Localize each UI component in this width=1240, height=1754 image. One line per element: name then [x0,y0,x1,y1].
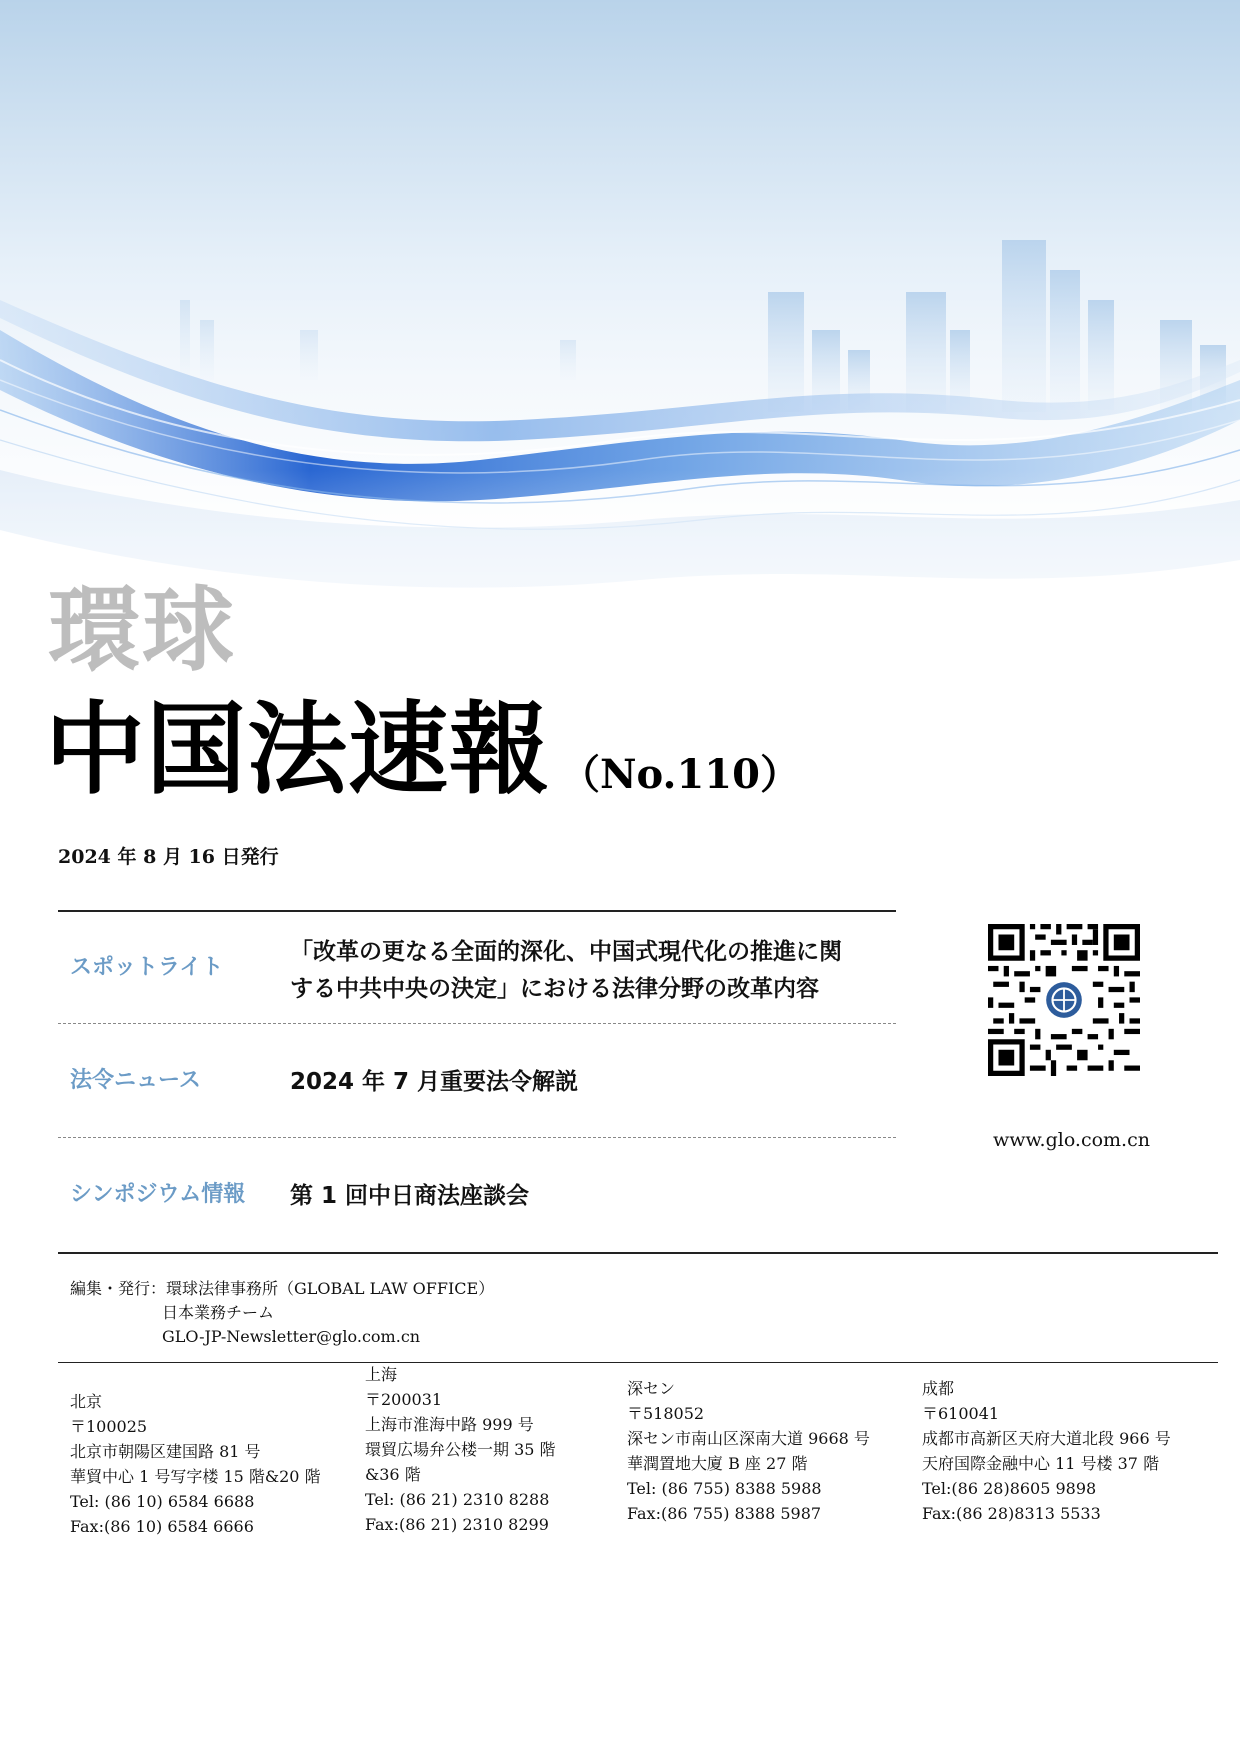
contents-top-rule [58,910,896,912]
editor-info [70,1277,494,1349]
issue-number: （No.110） [560,751,800,798]
office-postal: 〒518052 [627,1404,705,1423]
editor-email[interactable]: GLO-JP-Newsletter@glo.com.cn [162,1327,421,1346]
brand-name: 環球 [48,577,237,684]
office-tel: Tel: (86 10) 6584 6688 [70,1492,255,1511]
contents-divider [58,1137,896,1138]
section-label-spotlight: スポットライト [70,955,224,980]
symposium-line-1: 第 1 回中日商法座談会 [290,1183,530,1209]
offices-top-rule [58,1362,1218,1363]
office-beijing [70,1389,321,1539]
issue-date: 2024 年 8 月 16 日発行 [58,846,279,868]
qr-code-icon[interactable] [988,924,1140,1076]
editor-line-2: 日本業務チーム [162,1303,275,1322]
office-fax: Fax:(86 10) 6584 6666 [70,1517,254,1536]
contents-bottom-rule [58,1252,1218,1254]
office-address-line: &36 階 [365,1465,421,1484]
section-text-law-news[interactable] [290,1064,578,1101]
contents-divider [58,1023,896,1024]
editor-label: 編集・発行： [70,1279,167,1298]
office-fax: Fax:(86 755) 8388 5987 [627,1504,822,1523]
law-news-line-1: 2024 年 7 月重要法令解説 [290,1069,579,1095]
office-postal: 〒100025 [70,1417,148,1436]
editor-line-1: 環球法律事務所（GLOBAL LAW OFFICE） [166,1279,495,1298]
section-label-law-news: 法令ニュース [70,1068,201,1093]
website-url[interactable]: www.glo.com.cn [993,1129,1150,1151]
office-shanghai [365,1362,556,1537]
section-text-symposium[interactable] [290,1178,529,1215]
office-tel: Tel: (86 755) 8388 5988 [627,1479,822,1498]
office-address-line: 深セン市南山区深南大道 9668 号 [627,1429,870,1448]
office-address-line: 天府国際金融中心 11 号楼 37 階 [922,1454,1160,1473]
office-tel: Tel: (86 21) 2310 8288 [365,1490,550,1509]
spotlight-line-1: 「改革の更なる全面的深化、中国式現代化の推進に関 [290,939,842,965]
office-address-line: 上海市淮海中路 999 号 [365,1415,534,1434]
section-label-symposium: シンポジウム情報 [70,1182,246,1207]
office-address-line: 環貿広場弁公楼一期 35 階 [365,1440,556,1459]
publication-title: 中国法速報 [45,691,550,808]
office-address-line: 華潤置地大廈 B 座 27 階 [627,1454,808,1473]
office-city: 深セン [627,1379,676,1398]
office-tel: Tel:(86 28)8605 9898 [922,1479,1097,1498]
office-city: 成都 [922,1379,955,1398]
spotlight-line-2: する中共中央の決定」における法律分野の改革内容 [290,976,819,1002]
office-city: 上海 [365,1365,398,1384]
section-text-spotlight[interactable] [290,934,842,1008]
office-postal: 〒610041 [922,1404,1000,1423]
office-fax: Fax:(86 21) 2310 8299 [365,1515,549,1534]
office-address-line: 華貿中心 1 号写字楼 15 階&20 階 [70,1467,321,1486]
office-fax: Fax:(86 28)8313 5533 [922,1504,1101,1523]
office-address-line: 北京市朝陽区建国路 81 号 [70,1442,261,1461]
office-chengdu [922,1376,1171,1526]
office-city: 北京 [70,1392,103,1411]
office-postal: 〒200031 [365,1390,443,1409]
office-address-line: 成都市高新区天府大道北段 966 号 [922,1429,1171,1448]
office-shenzhen [627,1376,870,1526]
